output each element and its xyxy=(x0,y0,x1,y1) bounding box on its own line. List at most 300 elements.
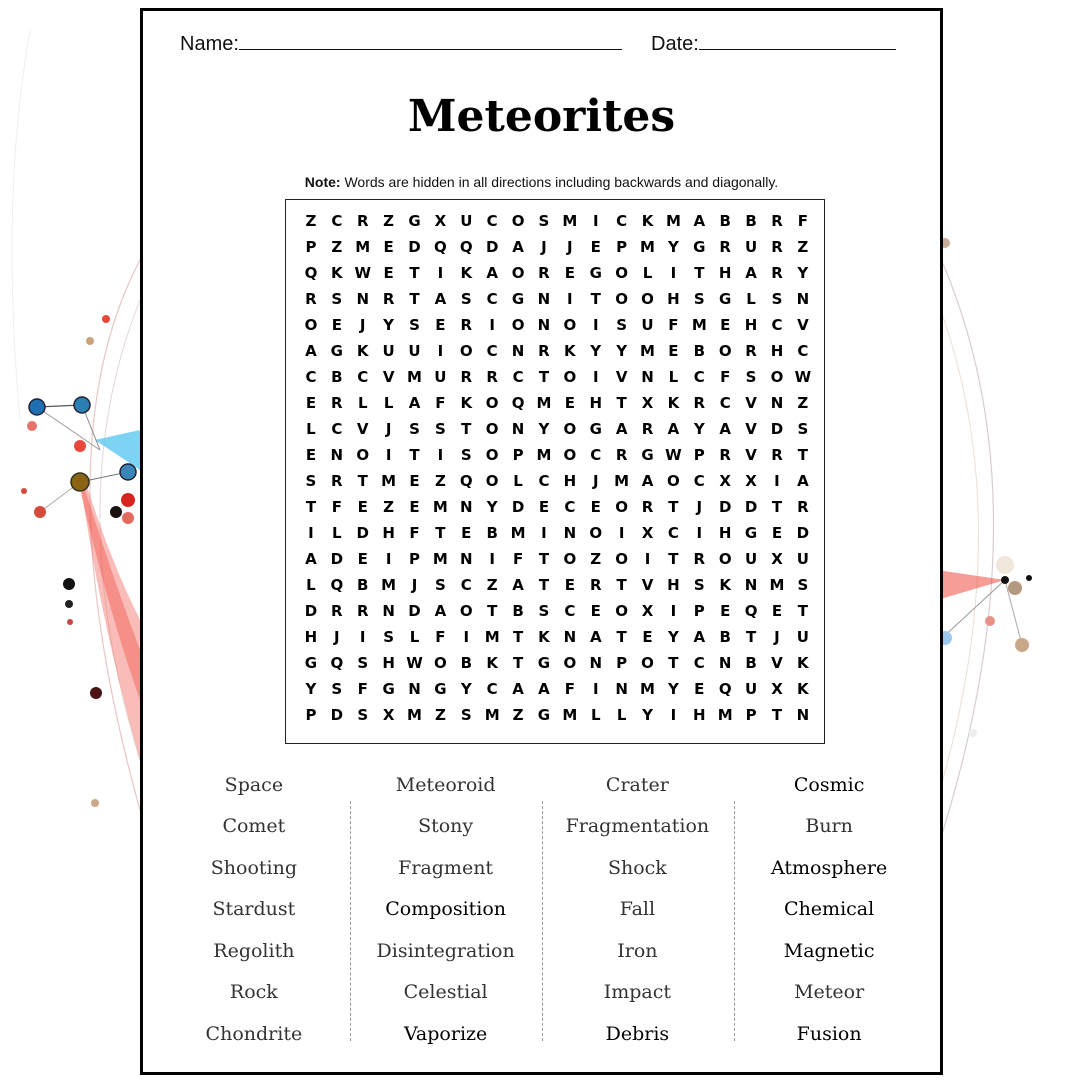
grid-letter[interactable]: C xyxy=(719,394,731,412)
grid-letter[interactable]: W xyxy=(665,446,682,464)
grid-letter[interactable]: R xyxy=(693,550,706,568)
grid-letter[interactable]: C xyxy=(460,576,472,594)
grid-letter[interactable]: H xyxy=(718,524,732,542)
grid-letter[interactable]: M xyxy=(510,524,526,542)
grid-letter[interactable]: Y xyxy=(305,680,317,698)
grid-letter[interactable]: X xyxy=(382,706,395,724)
grid-letter[interactable]: M xyxy=(355,238,371,256)
grid-letter[interactable]: X xyxy=(641,394,654,412)
grid-letter[interactable]: L xyxy=(332,524,342,542)
grid-letter[interactable]: O xyxy=(615,550,629,568)
grid-letter[interactable]: R xyxy=(305,290,317,308)
grid-letter[interactable]: I xyxy=(696,524,703,542)
grid-letter[interactable]: L xyxy=(409,628,420,646)
grid-letter[interactable]: E xyxy=(409,498,420,516)
grid-letter[interactable]: N xyxy=(356,290,369,308)
grid-letter[interactable]: P xyxy=(693,602,705,620)
grid-letter[interactable]: F xyxy=(668,316,679,334)
grid-letter[interactable]: K xyxy=(797,654,809,672)
grid-letter[interactable]: R xyxy=(641,498,654,516)
grid-letter[interactable]: O xyxy=(356,446,370,464)
grid-letter[interactable]: I xyxy=(592,368,599,386)
grid-letter[interactable]: P xyxy=(693,446,705,464)
grid-letter[interactable]: J xyxy=(696,498,703,516)
grid-letter[interactable]: P xyxy=(305,706,317,724)
grid-letter[interactable]: T xyxy=(487,602,498,620)
grid-letter[interactable]: M xyxy=(536,394,552,412)
grid-letter[interactable]: O xyxy=(485,446,499,464)
grid-letter[interactable]: B xyxy=(719,628,731,646)
grid-letter[interactable]: C xyxy=(797,342,809,360)
grid-letter[interactable]: D xyxy=(330,550,344,568)
grid-letter[interactable]: U xyxy=(744,680,758,698)
grid-letter[interactable]: R xyxy=(771,212,783,230)
grid-letter[interactable]: K xyxy=(356,342,369,360)
grid-letter[interactable]: S xyxy=(693,576,705,594)
grid-letter[interactable]: C xyxy=(331,212,343,230)
grid-letter[interactable]: G xyxy=(304,654,318,672)
grid-letter[interactable]: O xyxy=(563,654,577,672)
grid-letter[interactable]: T xyxy=(538,368,550,386)
grid-letter[interactable]: Q xyxy=(434,238,447,256)
grid-letter[interactable]: Y xyxy=(616,342,628,360)
grid-letter[interactable]: G xyxy=(641,446,654,464)
grid-letter[interactable]: F xyxy=(435,628,446,646)
grid-letter[interactable]: M xyxy=(484,706,500,724)
grid-letter[interactable]: B xyxy=(719,212,731,230)
grid-letter[interactable]: E xyxy=(331,316,342,334)
grid-letter[interactable]: X xyxy=(641,524,654,542)
grid-letter[interactable]: T xyxy=(668,654,679,672)
grid-letter[interactable]: N xyxy=(796,290,810,308)
grid-letter[interactable]: Q xyxy=(511,394,525,412)
grid-letter[interactable]: E xyxy=(564,394,575,412)
grid-letter[interactable]: N xyxy=(460,550,473,568)
grid-letter[interactable]: C xyxy=(486,290,498,308)
grid-letter[interactable]: O xyxy=(511,264,525,282)
grid-letter[interactable]: O xyxy=(459,342,473,360)
grid-letter[interactable]: O xyxy=(485,472,499,490)
grid-letter[interactable]: D xyxy=(304,602,318,620)
grid-letter[interactable]: Z xyxy=(331,238,343,256)
grid-letter[interactable]: X xyxy=(771,680,783,698)
grid-letter[interactable]: Y xyxy=(797,264,809,282)
grid-letter[interactable]: G xyxy=(434,680,447,698)
grid-letter[interactable]: H xyxy=(667,290,680,308)
grid-letter[interactable]: N xyxy=(718,654,732,672)
grid-letter[interactable]: E xyxy=(771,602,783,620)
grid-letter[interactable]: I xyxy=(385,446,392,464)
grid-letter[interactable]: Q xyxy=(744,602,758,620)
grid-letter[interactable]: O xyxy=(511,316,525,334)
grid-letter[interactable]: E xyxy=(383,238,394,256)
grid-letter[interactable]: O xyxy=(563,420,577,438)
grid-letter[interactable]: A xyxy=(693,212,706,230)
grid-letter[interactable]: R xyxy=(745,342,757,360)
grid-letter[interactable]: O xyxy=(563,550,577,568)
grid-letter[interactable]: U xyxy=(641,316,654,334)
grid-letter[interactable]: T xyxy=(745,628,757,646)
grid-letter[interactable]: L xyxy=(746,290,756,308)
grid-letter[interactable]: H xyxy=(667,576,680,594)
grid-letter[interactable]: H xyxy=(563,472,577,490)
grid-letter[interactable]: O xyxy=(615,290,629,308)
grid-letter[interactable]: R xyxy=(460,368,473,386)
grid-letter[interactable]: S xyxy=(434,576,446,594)
grid-letter[interactable]: Z xyxy=(434,472,446,490)
grid-letter[interactable]: D xyxy=(485,238,499,256)
grid-letter[interactable]: Z xyxy=(434,706,446,724)
grid-letter[interactable]: F xyxy=(720,368,731,386)
grid-letter[interactable]: S xyxy=(460,446,472,464)
grid-letter[interactable]: S xyxy=(409,420,420,438)
grid-letter[interactable]: N xyxy=(770,394,784,412)
grid-letter[interactable]: L xyxy=(590,706,601,724)
grid-letter[interactable]: M xyxy=(381,472,397,490)
grid-letter[interactable]: G xyxy=(330,342,343,360)
grid-letter[interactable]: I xyxy=(592,316,599,334)
grid-letter[interactable]: C xyxy=(564,602,576,620)
grid-letter[interactable]: G xyxy=(719,290,732,308)
grid-letter[interactable]: V xyxy=(382,368,395,386)
grid-letter[interactable]: C xyxy=(667,524,679,542)
grid-letter[interactable]: Y xyxy=(693,420,705,438)
grid-letter[interactable]: D xyxy=(330,706,344,724)
grid-letter[interactable]: C xyxy=(357,368,369,386)
grid-letter[interactable]: I xyxy=(670,264,677,282)
grid-letter[interactable]: N xyxy=(511,420,525,438)
grid-letter[interactable]: K xyxy=(486,654,498,672)
grid-letter[interactable]: Q xyxy=(459,472,473,490)
grid-letter[interactable]: G xyxy=(382,680,395,698)
grid-letter[interactable]: M xyxy=(691,316,707,334)
grid-letter[interactable]: H xyxy=(382,524,395,542)
grid-letter[interactable]: O xyxy=(718,342,732,360)
grid-letter[interactable]: M xyxy=(432,498,448,516)
grid-letter[interactable]: E xyxy=(461,524,472,542)
grid-letter[interactable]: V xyxy=(771,654,783,672)
grid-letter[interactable]: S xyxy=(305,472,317,490)
grid-letter[interactable]: Z xyxy=(383,212,395,230)
grid-letter[interactable]: A xyxy=(693,628,706,646)
grid-letter[interactable]: E xyxy=(305,394,317,412)
grid-letter[interactable]: S xyxy=(460,706,472,724)
grid-letter[interactable]: J xyxy=(411,576,418,594)
grid-letter[interactable]: X xyxy=(745,472,757,490)
grid-letter[interactable]: I xyxy=(618,524,625,542)
grid-letter[interactable]: Z xyxy=(383,498,395,516)
grid-letter[interactable]: T xyxy=(305,498,317,516)
grid-letter[interactable]: O xyxy=(563,316,577,334)
grid-letter[interactable]: G xyxy=(744,524,758,542)
grid-letter[interactable]: V xyxy=(356,420,369,438)
grid-letter[interactable]: T xyxy=(538,550,550,568)
grid-letter[interactable]: B xyxy=(745,654,757,672)
grid-letter[interactable]: T xyxy=(668,550,679,568)
grid-letter[interactable]: T xyxy=(797,446,808,464)
grid-letter[interactable]: Q xyxy=(459,238,473,256)
grid-letter[interactable]: D xyxy=(511,498,525,516)
grid-letter[interactable]: T xyxy=(409,290,420,308)
grid-letter[interactable]: M xyxy=(562,212,578,230)
grid-letter[interactable]: J xyxy=(592,472,599,490)
grid-letter[interactable]: B xyxy=(693,342,706,360)
grid-letter[interactable]: M xyxy=(536,446,552,464)
grid-letter[interactable]: U xyxy=(408,342,421,360)
grid-letter[interactable]: C xyxy=(564,498,576,516)
grid-letter[interactable]: Y xyxy=(667,680,679,698)
grid-letter[interactable]: O xyxy=(667,472,680,490)
grid-letter[interactable]: Q xyxy=(330,576,344,594)
grid-letter[interactable]: Y xyxy=(667,628,679,646)
grid-letter[interactable]: H xyxy=(744,316,758,334)
grid-letter[interactable]: O xyxy=(485,394,499,412)
grid-letter[interactable]: I xyxy=(670,706,677,724)
grid-letter[interactable]: H xyxy=(589,394,603,412)
grid-letter[interactable]: A xyxy=(797,472,809,490)
grid-letter[interactable]: N xyxy=(615,680,628,698)
grid-letter[interactable]: Z xyxy=(797,238,809,256)
grid-letter[interactable]: V xyxy=(615,368,628,386)
grid-letter[interactable]: T xyxy=(512,628,524,646)
grid-letter[interactable]: R xyxy=(641,420,654,438)
grid-letter[interactable]: P xyxy=(616,654,628,672)
grid-letter[interactable]: O xyxy=(615,602,629,620)
grid-letter[interactable]: R xyxy=(589,576,602,594)
grid-letter[interactable]: S xyxy=(383,628,395,646)
grid-letter[interactable]: F xyxy=(564,680,575,698)
grid-letter[interactable]: R xyxy=(771,264,783,282)
grid-letter[interactable]: C xyxy=(538,472,550,490)
grid-letter[interactable]: R xyxy=(382,290,395,308)
grid-letter[interactable]: K xyxy=(331,264,343,282)
name-blank[interactable] xyxy=(239,31,622,50)
grid-letter[interactable]: D xyxy=(796,524,810,542)
grid-letter[interactable]: O xyxy=(563,446,577,464)
grid-letter[interactable]: N xyxy=(796,706,810,724)
grid-letter[interactable]: V xyxy=(745,446,757,464)
grid-letter[interactable]: L xyxy=(357,394,368,412)
grid-letter[interactable]: A xyxy=(305,342,317,360)
grid-letter[interactable]: O xyxy=(615,498,629,516)
grid-letter[interactable]: A xyxy=(512,576,524,594)
grid-letter[interactable]: R xyxy=(615,446,628,464)
grid-letter[interactable]: U xyxy=(382,342,395,360)
grid-letter[interactable]: M xyxy=(484,628,500,646)
grid-letter[interactable]: I xyxy=(489,550,495,568)
grid-letter[interactable]: S xyxy=(771,290,783,308)
grid-letter[interactable]: J xyxy=(774,628,780,646)
grid-letter[interactable]: Y xyxy=(460,680,472,698)
grid-letter[interactable]: I xyxy=(489,316,495,334)
grid-letter[interactable]: G xyxy=(537,654,551,672)
grid-letter[interactable]: A xyxy=(512,680,524,698)
grid-letter[interactable]: C xyxy=(331,420,343,438)
grid-letter[interactable]: A xyxy=(667,420,680,438)
grid-letter[interactable]: T xyxy=(616,576,627,594)
grid-letter[interactable]: L xyxy=(383,394,394,412)
grid-letter[interactable]: E xyxy=(564,576,575,594)
grid-letter[interactable]: V xyxy=(745,420,757,438)
grid-letter[interactable]: I xyxy=(567,290,573,308)
grid-letter[interactable]: W xyxy=(354,264,371,282)
grid-letter[interactable]: A xyxy=(512,238,524,256)
grid-letter[interactable]: R xyxy=(486,368,498,386)
grid-letter[interactable]: R xyxy=(331,602,343,620)
grid-letter[interactable]: R xyxy=(771,238,783,256)
grid-letter[interactable]: A xyxy=(719,420,731,438)
grid-letter[interactable]: T xyxy=(668,498,679,516)
grid-letter[interactable]: O xyxy=(615,264,629,282)
grid-letter[interactable]: S xyxy=(434,420,446,438)
grid-letter[interactable]: Y xyxy=(667,238,679,256)
grid-letter[interactable]: T xyxy=(357,472,368,490)
grid-letter[interactable]: G xyxy=(693,238,706,256)
grid-letter[interactable]: R xyxy=(771,446,783,464)
grid-letter[interactable]: T xyxy=(538,576,550,594)
grid-letter[interactable]: K xyxy=(667,394,680,412)
grid-letter[interactable]: E xyxy=(720,316,731,334)
grid-letter[interactable]: R xyxy=(331,394,343,412)
grid-letter[interactable]: E xyxy=(435,316,446,334)
grid-letter[interactable]: L xyxy=(616,706,627,724)
grid-letter[interactable]: E xyxy=(564,264,575,282)
grid-letter[interactable]: M xyxy=(614,472,630,490)
grid-letter[interactable]: A xyxy=(434,602,447,620)
grid-letter[interactable]: S xyxy=(538,602,550,620)
grid-letter[interactable]: A xyxy=(589,628,602,646)
grid-letter[interactable]: O xyxy=(511,212,525,230)
grid-letter[interactable]: B xyxy=(331,368,343,386)
grid-letter[interactable]: D xyxy=(770,420,784,438)
grid-letter[interactable]: H xyxy=(770,342,784,360)
grid-letter[interactable]: H xyxy=(304,628,318,646)
date-field[interactable] xyxy=(651,31,896,56)
grid-letter[interactable]: K xyxy=(460,394,473,412)
grid-letter[interactable]: R xyxy=(797,498,809,516)
grid-letter[interactable]: S xyxy=(538,212,550,230)
grid-letter[interactable]: T xyxy=(771,706,783,724)
grid-letter[interactable]: N xyxy=(589,654,603,672)
grid-letter[interactable]: C xyxy=(512,368,524,386)
grid-letter[interactable]: U xyxy=(434,368,447,386)
grid-letter[interactable]: R xyxy=(538,342,550,360)
grid-letter[interactable]: N xyxy=(382,602,395,620)
grid-letter[interactable]: G xyxy=(511,290,525,308)
grid-letter[interactable]: A xyxy=(434,290,447,308)
grid-letter[interactable]: O xyxy=(641,654,654,672)
grid-letter[interactable]: R xyxy=(356,212,369,230)
grid-letter[interactable]: C xyxy=(693,472,705,490)
grid-letter[interactable]: U xyxy=(744,550,758,568)
grid-letter[interactable]: E xyxy=(305,446,317,464)
grid-letter[interactable]: X xyxy=(641,602,654,620)
grid-letter[interactable]: I xyxy=(592,680,599,698)
grid-letter[interactable]: P xyxy=(616,238,628,256)
grid-letter[interactable]: R xyxy=(719,238,731,256)
grid-letter[interactable]: R xyxy=(356,602,369,620)
grid-letter[interactable]: D xyxy=(718,498,732,516)
grid-letter[interactable]: O xyxy=(563,368,577,386)
grid-letter[interactable]: Y xyxy=(486,498,498,516)
grid-letter[interactable]: T xyxy=(616,628,627,646)
grid-letter[interactable]: X xyxy=(771,550,783,568)
grid-letter[interactable]: I xyxy=(437,446,444,464)
grid-letter[interactable]: P xyxy=(305,238,317,256)
grid-letter[interactable]: U xyxy=(460,212,473,230)
grid-letter[interactable]: N xyxy=(563,628,577,646)
grid-letter[interactable]: L xyxy=(513,472,523,490)
grid-letter[interactable]: N xyxy=(537,290,551,308)
grid-letter[interactable]: T xyxy=(771,498,783,516)
grid-letter[interactable]: O xyxy=(718,550,732,568)
grid-letter[interactable]: B xyxy=(745,212,757,230)
grid-letter[interactable]: F xyxy=(331,498,342,516)
grid-letter[interactable]: S xyxy=(331,680,343,698)
grid-letter[interactable]: V xyxy=(745,394,757,412)
grid-letter[interactable]: I xyxy=(437,264,444,282)
grid-letter[interactable]: U xyxy=(796,628,809,646)
grid-letter[interactable]: P xyxy=(512,446,524,464)
grid-letter[interactable]: M xyxy=(640,680,655,698)
grid-letter[interactable]: S xyxy=(357,706,369,724)
grid-letter[interactable]: I xyxy=(670,602,677,620)
grid-letter[interactable]: A xyxy=(745,264,757,282)
grid-letter[interactable]: O xyxy=(641,290,654,308)
grid-letter[interactable]: T xyxy=(616,394,627,412)
grid-letter[interactable]: S xyxy=(745,368,757,386)
grid-letter[interactable]: F xyxy=(357,680,368,698)
grid-letter[interactable]: K xyxy=(460,264,473,282)
grid-letter[interactable]: G xyxy=(537,706,551,724)
grid-letter[interactable]: N xyxy=(537,316,551,334)
grid-letter[interactable]: D xyxy=(744,498,758,516)
grid-letter[interactable]: E xyxy=(694,680,705,698)
grid-letter[interactable]: N xyxy=(330,446,344,464)
grid-letter[interactable]: J xyxy=(567,238,573,256)
grid-letter[interactable]: M xyxy=(717,706,733,724)
grid-letter[interactable]: N xyxy=(641,368,654,386)
grid-letter[interactable]: V xyxy=(797,316,809,334)
grid-letter[interactable]: T xyxy=(512,654,524,672)
grid-letter[interactable]: D xyxy=(356,524,369,542)
grid-letter[interactable]: O xyxy=(770,368,784,386)
grid-letter[interactable]: K xyxy=(797,680,809,698)
grid-letter[interactable]: R xyxy=(719,446,731,464)
grid-letter[interactable]: M xyxy=(665,212,681,230)
grid-letter[interactable]: S xyxy=(357,654,369,672)
grid-letter[interactable]: M xyxy=(407,368,422,386)
grid-letter[interactable]: J xyxy=(334,628,340,646)
grid-letter[interactable]: I xyxy=(463,628,470,646)
grid-letter[interactable]: L xyxy=(668,368,679,386)
grid-letter[interactable]: N xyxy=(408,680,421,698)
grid-letter[interactable]: O xyxy=(485,420,499,438)
grid-letter[interactable]: M xyxy=(562,706,578,724)
grid-letter[interactable]: W xyxy=(794,368,812,386)
grid-letter[interactable]: E xyxy=(720,602,731,620)
grid-letter[interactable]: Y xyxy=(383,316,395,334)
grid-letter[interactable]: Q xyxy=(304,264,318,282)
grid-letter[interactable]: E xyxy=(357,498,368,516)
grid-letter[interactable]: C xyxy=(693,368,705,386)
grid-letter[interactable]: R xyxy=(460,316,473,334)
grid-letter[interactable]: E xyxy=(409,472,420,490)
grid-letter[interactable]: K xyxy=(564,342,576,360)
grid-letter[interactable]: T xyxy=(694,264,705,282)
grid-letter[interactable]: E xyxy=(590,498,601,516)
grid-letter[interactable]: E xyxy=(642,628,653,646)
